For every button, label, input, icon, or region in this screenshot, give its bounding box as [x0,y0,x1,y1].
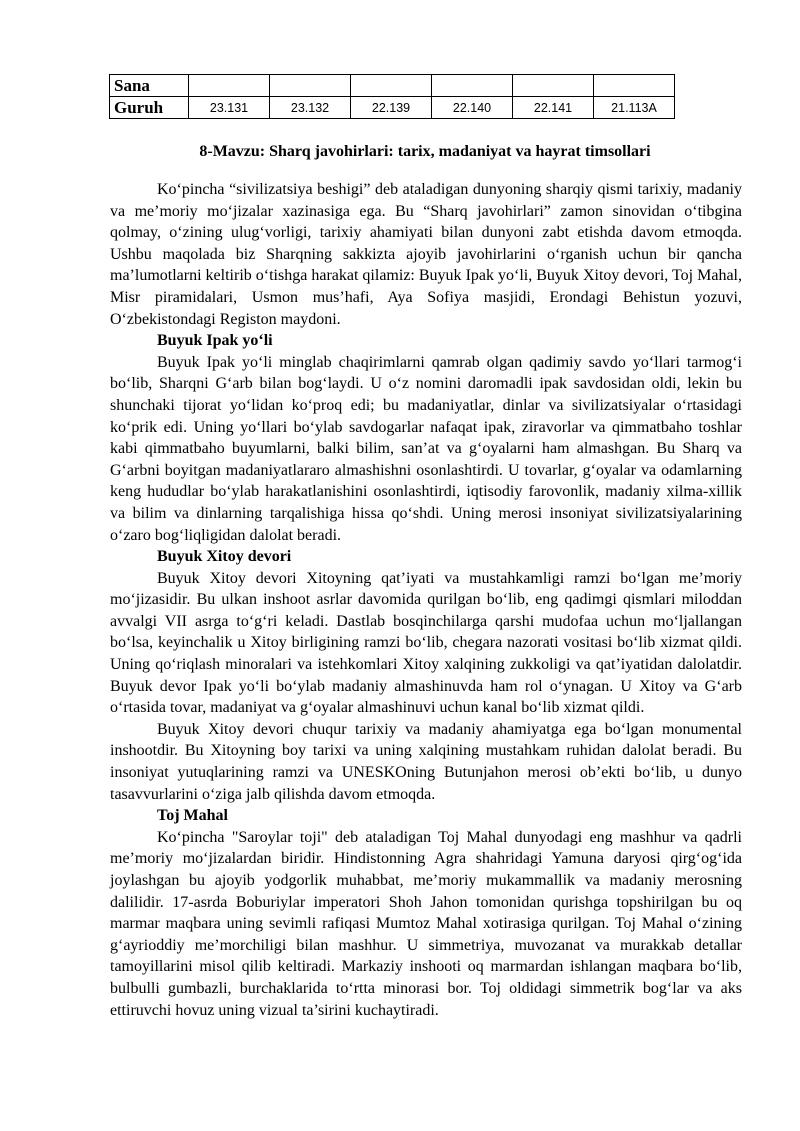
group-cell: 23.131 [189,97,270,119]
date-cell [351,75,432,97]
schedule-table [109,74,675,119]
date-cell [432,75,513,97]
date-row [110,75,675,97]
date-cell [189,75,270,97]
great-wall-paragraph-2: Buyuk Xitoy devori chuqur tarixiy va madaniy ahamiyatga ega bo‘lgan monumental inshootdir. Bu Xitoyning boy tarixi va uning xalqining mustahkam ruhidan dalolat beradi. Bu insoniyat yutuqlarining ramzi va UNESKOning Butunjahon merosi ob’ekti bo‘lib, u dunyo tasavvurlarini o‘ziga jalb qilishda davom etmoqda. [110,720,742,803]
lesson-title: 8-Mavzu: Sharq javohirlari: tarix, madaniyat va hayrat timsollari [199,143,651,160]
group-cell: 22.140 [432,97,513,119]
group-cell: 23.132 [270,97,351,119]
silk-road-paragraph: Buyuk Ipak yo‘li minglab chaqirimlarni qamrab olgan qadimiy savdo yo‘llari tarmog‘i bo‘lib, Sharqni G‘arb bilan bog‘laydi. U o‘z nomini daromadli ipak savdosidan oldi, lekin bu shunchaki tijorat yo‘lidan ko‘proq edi; bu madaniyatlar, dinlar va sivilizatsiyalar o‘rtasidagi ko‘prik edi. Uning yo‘llari bo‘ylab savdogarlar nafaqat ipak, ziravorlar va qimmatbaho toshlar kabi qimmatbaho buyumlarni, balki bilim, san’at va g‘oyalarni ham almashgan. Bu Sharq va G‘arbni boyitgan madaniyatlararo almashishni osonlashtirdi. U tovarlar, g‘oyalar va odamlarning keng hududlar bo‘ylab harakatlanishini osonlashtirdi, iqtisodiy farovonlik, madaniy xilma-xillik va bilim va dinlarning tarqalishiga hissa qo‘shdi. Uning merosi insoniyat sivilizatsiyalarining o‘zaro bog‘liqligidan dalolat beradi. [110,353,742,544]
intro-paragraph: Ko‘pincha “sivilizatsiya beshigi” deb ataladigan dunyoning sharqiy qismi tarixiy, madaniy va me’moriy mo‘jizalar xazinasiga ega. Bu “Sharq javohirlari” zamon sinovidan o‘tibgina qolmay, o‘zining ulug‘vorligi, tarixiy ahamiyati bilan dunyoni zabt etishda davom etmoqda. Ushbu maqolada biz Sharqning sakkizta ajoyib javohirlarini o‘rganish uchun bir qancha ma’lumotlarni keltirib o‘tishga harakat qilamiz: Buyuk Ipak yo‘li, Buyuk Xitoy devori, Toj Mahal, Misr piramidalari, Usmon mus’hafi, Aya Sofiya masjidi, Erondagi Behistun yozuvi, O‘zbekistondagi Registon maydoni. [110,181,742,328]
group-row-label: Guruh [110,97,189,119]
date-cell [270,75,351,97]
group-row [110,97,675,119]
group-cell: 22.139 [351,97,432,119]
section-heading-silk-road: Buyuk Ipak yo‘li [157,332,273,350]
taj-mahal-paragraph: Ko‘pincha "Saroylar toji" deb ataladigan Toj Mahal dunyodagi eng mashhur va qadrli me’moriy mo‘jizalardan biridir. Hindistonning Agra shahridagi Yamuna daryosi qirg‘og‘ida joylashgan bu ajoyib yodgorlik muhabbat, me’moriy mukammallik va madaniy merosning dalilidir. 17-asrda Boburiylar imperatori Shoh Jahon tomonidan qurishga topshirilgan bu oq marmar maqbara uning sevimli rafiqasi Mumtoz Mahal xotirasiga qurilgan. Toj Mahal o‘zining g‘ayrioddiy me’morchiligi bilan mashhur. U simmetriya, muvozanat va murakkab detallar tamoyillarini misol qilib keltiradi. Markaziy inshooti oq marmardan ishlangan maqbara bo‘lib, bulbulli gumbazli, burchaklarida to‘rtta minorasi bor. Toj oldidagi simmetrik bog‘lar va aks ettiruvchi hovuz uning vizual ta’sirini kuchaytiradi. [110,828,742,1019]
date-row-label: Sana [110,75,189,97]
date-cell [513,75,594,97]
date-cell [594,75,675,97]
group-cell: 22.141 [513,97,594,119]
document-page [110,74,742,1021]
section-heading-taj-mahal: Toj Mahal [157,807,228,825]
group-cell: 21.113A [594,97,675,119]
great-wall-paragraph-1: Buyuk Xitoy devori Xitoyning qat’iyati va mustahkamligi ramzi bo‘lgan me’moriy mo‘jizasidir. Bu ulkan inshoot asrlar davomida qurilgan bo‘lib, eng qadimgi qismlari miloddan avvalgi VII asrga to‘g‘ri keladi. Dastlab bosqinchilarga qarshi mudofaa uchun mo‘ljallangan bo‘lsa, keyinchalik u Xitoy birligining ramzi bo‘lib, chegara nazorati vositasi bo‘lib xizmat qildi. Uning qo‘riqlash minoralari va istehkomlari Xitoy xalqining zukkoligi va qat’iyatidan dalolatdir. Buyuk devor Ipak yo‘li bo‘ylab madaniy almashinuvda ham rol o‘ynagan. U Xitoy va G‘arb o‘rtasida tovar, madaniyat va g‘oyalar almashinuvi uchun kanal bo‘lib xizmat qildi. [110,569,742,717]
section-heading-great-wall: Buyuk Xitoy devori [157,548,292,566]
